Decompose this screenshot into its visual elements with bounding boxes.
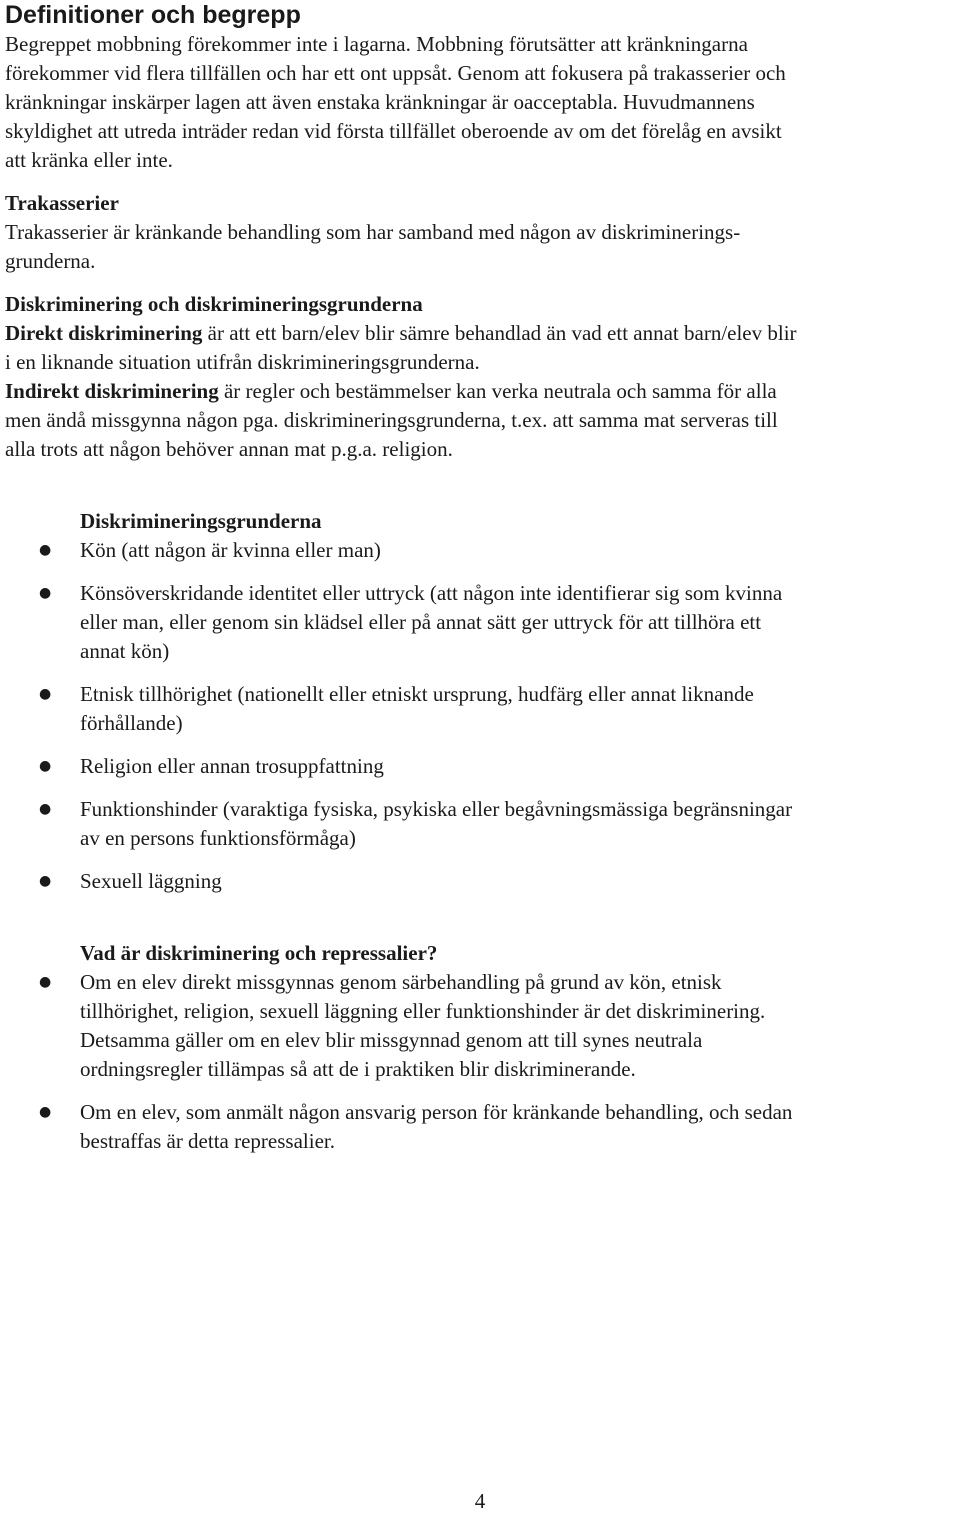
direkt-term: Direkt diskriminering — [5, 321, 203, 345]
grunderna-list — [5, 507, 957, 896]
grunderna-heading: Diskrimineringsgrunderna — [80, 509, 322, 533]
bullet-icon: ● — [39, 1104, 52, 1120]
bullet-icon: ● — [39, 686, 52, 702]
bullet-icon: ● — [39, 801, 52, 817]
intro-line: Begreppet mobbning förekommer inte i lagarna. Mobbning förutsätter att kränkningarna — [5, 32, 748, 56]
spacer — [5, 565, 957, 579]
indirekt-line — [5, 377, 957, 406]
spacer — [5, 853, 957, 867]
list-item — [5, 968, 957, 1084]
direkt-text: är att ett barn/elev blir sämre behandlad än vad ett annat barn/elev blir — [202, 321, 797, 345]
list-item-line: Om en elev direkt missgynnas genom särbehandling på grund av kön, etnisk — [80, 970, 722, 994]
list-item-line: av en persons funktionsförmåga) — [80, 826, 356, 850]
document-page — [5, 0, 957, 1156]
list-item-line: tillhörighet, religion, sexuell läggning eller funktionshinder är det diskriminering. — [80, 999, 766, 1023]
list-item-line: Etnisk tillhörighet (nationellt eller etniskt ursprung, hudfärg eller annat liknande — [80, 682, 754, 706]
bullet-icon: ● — [39, 974, 52, 990]
spacer — [5, 175, 957, 189]
list-item — [5, 752, 957, 781]
indirekt-line: men ändå missgynna någon pga. diskrimineringsgrunderna, t.ex. att samma mat serveras till — [5, 408, 778, 432]
trakasserier-line: Trakasserier är kränkande behandling som har samband med någon av diskriminerings- — [5, 220, 741, 244]
list-item-line: Kön (att någon är kvinna eller man) — [80, 538, 381, 562]
bullet-icon: ● — [39, 542, 52, 558]
trakasserier-heading: Trakasserier — [5, 191, 119, 215]
list-item-line: bestraffas är detta repressalier. — [80, 1129, 335, 1153]
direkt-line: i en liknande situation utifrån diskrimineringsgrunderna. — [5, 350, 480, 374]
bullet-icon: ● — [39, 585, 52, 601]
list-item-line: Religion eller annan trosuppfattning — [80, 754, 384, 778]
repressalier-list — [5, 939, 957, 1156]
list-item-line: Sexuell läggning — [80, 869, 222, 893]
page-title: Definitioner och begrepp — [5, 1, 301, 29]
page-number: 4 — [474, 1489, 486, 1513]
trakasserier-section — [5, 189, 957, 276]
list-item — [5, 1098, 957, 1156]
list-item-line: förhållande) — [80, 711, 183, 735]
intro-line: förekommer vid flera tillfällen och har ett ont uppsåt. Genom att fokusera på trakasserier och — [5, 61, 786, 85]
list-item — [5, 867, 957, 896]
list-item — [5, 680, 957, 738]
list-item-line: ordningsregler tillämpas så att de i praktiken blir diskriminerande. — [80, 1057, 636, 1081]
indirekt-term: Indirekt diskriminering — [5, 379, 219, 403]
intro-line: skyldighet att utreda inträder redan vid första tillfället oberoende av om det förelåg en avsikt — [5, 119, 782, 143]
spacer — [5, 781, 957, 795]
spacer — [5, 738, 957, 752]
list-item-line: annat kön) — [80, 639, 170, 663]
indirekt-text: är regler och bestämmelser kan verka neutrala och samma för alla — [218, 379, 777, 403]
intro-paragraph — [5, 30, 957, 175]
spacer — [5, 464, 957, 507]
spacer — [5, 896, 957, 939]
indirekt-line: alla trots att någon behöver annan mat p.g.a. religion. — [5, 437, 453, 461]
spacer — [5, 1084, 957, 1098]
spacer — [5, 666, 957, 680]
diskriminering-section — [5, 290, 957, 464]
direkt-line — [5, 319, 957, 348]
list-item-line: Om en elev, som anmält någon ansvarig person för kränkande behandling, och sedan — [80, 1100, 793, 1124]
intro-line: att kränka eller inte. — [5, 148, 173, 172]
trakasserier-line: grunderna. — [5, 249, 96, 273]
list-item-line: Könsöverskridande identitet eller uttryck (att någon inte identifierar sig som kvinna — [80, 581, 783, 605]
intro-line: kränkningar inskärper lagen att även enstaka kränkningar är oacceptabla. Huvudmannens — [5, 90, 755, 114]
bullet-icon: ● — [39, 758, 52, 774]
list-item-line: eller man, eller genom sin klädsel eller på annat sätt ger uttryck för att tillhöra ett — [80, 610, 762, 634]
diskriminering-heading: Diskriminering och diskrimineringsgrunderna — [5, 292, 423, 316]
bullet-icon: ● — [39, 873, 52, 889]
list-item — [5, 579, 957, 666]
list-item-line: Funktionshinder (varaktiga fysiska, psykiska eller begåvningsmässiga begränsningar — [80, 797, 793, 821]
spacer — [5, 276, 957, 290]
list-item — [5, 795, 957, 853]
repressalier-heading: Vad är diskriminering och repressalier? — [80, 941, 438, 965]
list-item — [5, 536, 957, 565]
list-item-line: Detsamma gäller om en elev blir missgynnad genom att till synes neutrala — [80, 1028, 703, 1052]
